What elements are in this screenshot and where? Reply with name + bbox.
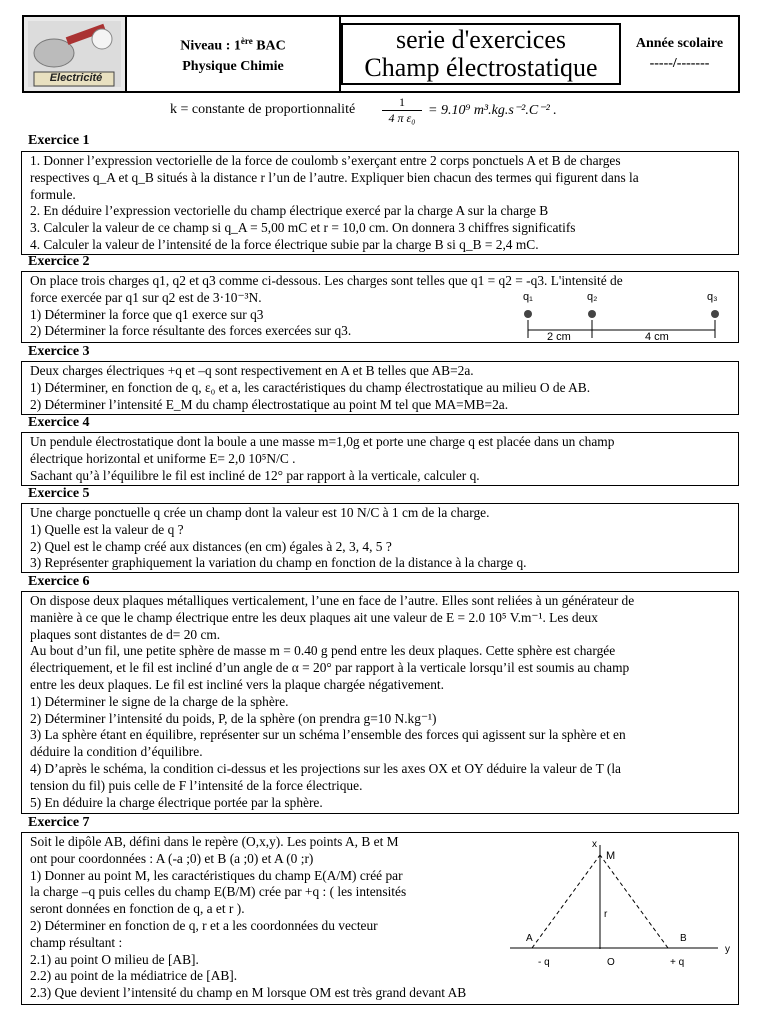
annee-cell xyxy=(621,17,738,91)
ex3-line: Deux charges électriques +q et –q sont respectivement en A et B telles que AB=2a. xyxy=(30,363,474,378)
fig-A-label: A xyxy=(526,933,533,944)
fig-x-label: x xyxy=(592,839,597,850)
fig-distance-2cm: 2 cm xyxy=(547,331,571,342)
three-charges-figure xyxy=(517,290,737,342)
ex5-line: 3) Représenter graphiquement la variation du champ en fonction de la distance à la charge q. xyxy=(30,555,527,571)
ex6-line: 3) La sphère étant en équilibre, représenter sur un schéma l’ensemble des forces qui agissent sur la sphère et en xyxy=(30,727,626,743)
fig-q2-label: q₂ xyxy=(587,291,598,303)
niveau-cell xyxy=(127,17,341,91)
ex7-line: champ résultant : xyxy=(30,934,123,950)
exercise-6-box xyxy=(21,591,739,814)
annee-label: Année scolaire xyxy=(635,36,724,51)
ex2-line: On place trois charges q1, q2 et q3 comme ci-dessous. Les charges sont telles que q1 = q2 = -q3. L'intensité de xyxy=(30,273,623,288)
title-cell xyxy=(341,23,621,85)
ex4-line: Un pendule électrostatique dont la boule a une masse m=1,0g et porte une charge q est placée dans un champ xyxy=(30,434,615,449)
exercise-7-box xyxy=(21,832,739,1005)
ex6-line: entre les deux plaques. Le fil est incliné vers la plaque chargée négativement. xyxy=(30,676,444,692)
fig-distance-4cm: 4 cm xyxy=(645,331,669,342)
ex1-line: 3. Calculer la valeur de ce champ si q_A = 5,00 mC et r = 10,0 cm. On donnera 3 chiffres significatifs xyxy=(30,220,576,236)
line-BM xyxy=(600,855,668,948)
ex6-line: plaques sont distantes de d= 20 cm. xyxy=(30,626,221,642)
ex1-line: 4. Calculer la valeur de l’intensité de la force électrique subie par la charge B si q_B = 2,4 mC. xyxy=(30,236,539,252)
niveau-label: Niveau : 1 xyxy=(180,38,241,54)
ex5-line: Une charge ponctuelle q crée un champ dont la valeur est 10 N/C à 1 cm de la charge. xyxy=(30,505,490,520)
fig-r-label: r xyxy=(604,909,608,920)
header-table xyxy=(22,15,740,93)
fig-y-label: y xyxy=(725,944,730,955)
ex6-line: 5) En déduire la charge électrique portée par la sphère. xyxy=(30,794,323,810)
ex4-line: Sachant qu’à l’équilibre le fil est incliné de 12° par rapport à la verticale, calculer q. xyxy=(30,467,480,483)
formula-denominator: 4 π ε₀ xyxy=(388,111,416,125)
ex1-line: formule. xyxy=(30,186,76,202)
formula-text: k = constante de proportionnalité xyxy=(170,102,356,117)
formula-value: = 9.10⁹ m³.kg.s⁻².C⁻² . xyxy=(428,103,557,118)
ex2-line: 2) Déterminer la force résultante des forces exercées sur q3. xyxy=(30,323,352,339)
logo-cell xyxy=(24,17,127,91)
exercise-3-title: Exercice 3 xyxy=(28,344,90,359)
charge-q2-dot xyxy=(588,310,596,318)
ex7-line: la charge –q puis celles du champ E(B/M) crée par +q : ( les intensités xyxy=(30,884,407,900)
charge-q1-dot xyxy=(524,310,532,318)
ex6-line: tension du fil) puis celle de F l’intensité de la force électrique. xyxy=(30,777,363,793)
ex1-line: 1. Donner l’expression vectorielle de la force de coulomb s’exerçant entre 2 corps ponctuels A et B de charges xyxy=(30,153,621,168)
fig-O-label: O xyxy=(607,957,615,968)
ex5-line: 1) Quelle est la valeur de q ? xyxy=(30,521,184,537)
exercise-1-box xyxy=(21,151,739,255)
exercise-3-box xyxy=(21,361,739,415)
exercise-1-title: Exercice 1 xyxy=(28,133,90,148)
charge-q3-dot xyxy=(711,310,719,318)
ex7-line: 2) Déterminer en fonction de q, r et a les coordonnées du vecteur xyxy=(30,917,378,933)
exercise-7-title: Exercice 7 xyxy=(28,815,90,830)
ex6-line: 2) Déterminer l’intensité du poids, P, de la sphère (on prendra g=10 N.kg⁻¹) xyxy=(30,710,437,726)
ex2-line: force exercée par q1 sur q2 est de 3·10⁻³N. xyxy=(30,289,262,305)
exercise-5-title: Exercice 5 xyxy=(28,486,90,501)
ex2-line: 1) Déterminer la force que q1 exerce sur q3 xyxy=(30,306,264,322)
ex3-line: 1) Déterminer, en fonction de q, ε₀ et a, les caractéristiques du champ électrostatique au milieu O de AB. xyxy=(30,379,591,395)
page-title-line1: serie d'exercices xyxy=(396,25,566,54)
ex7-line: 2.3) Que devient l’intensité du champ en M lorsque OM est très grand devant AB xyxy=(30,985,467,1001)
exercise-5-box xyxy=(21,503,739,573)
fig-minus-q-label: - q xyxy=(538,957,550,968)
ex3-line: 2) Déterminer l’intensité E_M du champ électrostatique au point M tel que MA=MB=2a. xyxy=(30,396,509,412)
fig-plus-q-label: + q xyxy=(670,957,685,968)
ex5-line: 2) Quel est le champ créé aux distances (en cm) égales à 2, 3, 4, 5 ? xyxy=(30,538,392,554)
ex6-line: 1) Déterminer le signe de la charge de la sphère. xyxy=(30,693,289,709)
ex7-line: ont pour coordonnées : A (-a ;0) et B (a ;0) et A (0 ;r) xyxy=(30,850,314,866)
fig-M-label: M xyxy=(606,850,616,862)
ex7-line: Soit le dipôle AB, défini dans le repère (O,x,y). Les points A, B et M xyxy=(30,834,399,849)
fig-B-label: B xyxy=(680,933,687,944)
ex7-line: seront données en fonction de q, a et r ). xyxy=(30,901,245,917)
coulomb-constant-formula xyxy=(160,95,680,129)
ex6-line: manière à ce que le champ électrique entre les deux plaques ait une valeur de E = 2.0 10⁵ V.m⁻¹. Les deux xyxy=(30,609,598,625)
fig-q3-label: q₃ xyxy=(707,291,718,303)
ex7-line: 2.2) au point de la médiatrice de [AB]. xyxy=(30,968,238,984)
ex6-line: 4) D’après le schéma, la condition ci-dessus et les projections sur les axes OX et OY déduire la valeur de T (la xyxy=(30,760,621,776)
niveau-suffix: BAC xyxy=(252,38,286,54)
ex6-line: On dispose deux plaques métalliques verticalement, l’une en face de l’autre. Elles sont reliées à un générateur de xyxy=(30,593,635,608)
exercise-6-title: Exercice 6 xyxy=(28,574,90,589)
ex7-line: 1) Donner au point M, les caractéristiques du champ E(A/M) créé par xyxy=(30,867,403,883)
ex6-line: déduire la condition d’équilibre. xyxy=(30,744,203,760)
fig-q1-label: q₁ xyxy=(523,291,533,303)
exercise-4-title: Exercice 4 xyxy=(28,415,90,430)
annee-value: -----/------- xyxy=(649,56,710,71)
dipole-figure xyxy=(482,835,738,975)
ex1-line: respectives q_A et q_B situés à la distance r l’un de l’autre. Expliquer bien chacun des termes qui figurent dans la xyxy=(30,169,639,185)
ex1-line: 2. En déduire l’expression vectorielle du champ électrique exercé par la charge A sur la charge B xyxy=(30,203,549,219)
ex7-line: 2.1) au point O milieu de [AB]. xyxy=(30,951,199,967)
ex6-line: Au bout d’un fil, une petite sphère de masse m = 0.40 g pend entre les deux plaques. Cette sphère est chargée xyxy=(30,643,616,659)
logo-label: Electricité xyxy=(49,72,103,84)
page-title-line2: Champ électrostatique xyxy=(364,53,598,82)
line-AM xyxy=(532,855,600,948)
ex6-line: électriquement, et le fil est incliné d’un angle de α = 20° par rapport à la verticale lorsqu’il est soumis au champ xyxy=(30,660,630,676)
subject-label: Physique Chimie xyxy=(182,58,284,74)
exercise-2-title: Exercice 2 xyxy=(28,254,90,269)
formula-numerator: 1 xyxy=(382,95,422,111)
ex4-line: électrique horizontal et uniforme E= 2,0 10⁵N/C . xyxy=(30,450,296,466)
exercise-4-box xyxy=(21,432,739,486)
exercise-2-box xyxy=(21,271,739,343)
niveau-sup: ère xyxy=(240,36,253,47)
